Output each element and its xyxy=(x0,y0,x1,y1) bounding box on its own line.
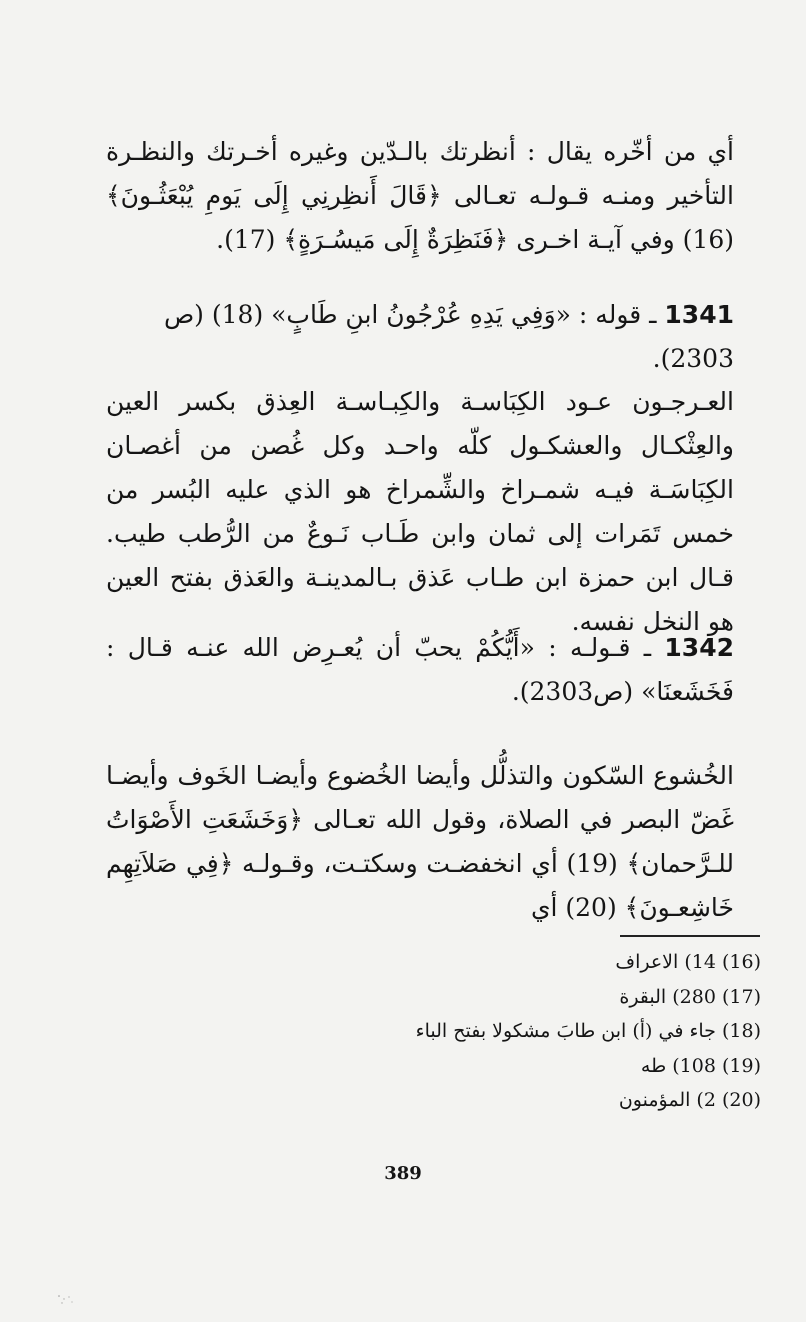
footnote-divider xyxy=(620,935,760,937)
paragraph-khushu: الخُشوع السّكون والتذلُّل وأيضا الخُضوع وأيضـا الخَوف وأيضـا غَضّ البصر في الصلاة، وقول الله تعـالى ﴿وَخَشَعَتِ الأَصْوَاتُ للـرَّحمان﴾ (19) أي انخفضـت وسكتـت، وقـولـه ﴿فِي صَلاَتِهِم خَاشِعـونَ﴾ (20) أي xyxy=(106,761,734,922)
footnote-item: (20) 2) المؤمنون xyxy=(618,1089,761,1111)
entry-1342 xyxy=(106,626,734,714)
footnote-item: (18) جاء في (أ) ابن طابَ مشكولا بفتح الباء xyxy=(415,1020,761,1042)
paragraph-urjun: العـرجـون عـود الكِبَاسـة والكِبـاسـة العِذق بكسر العين والعِثْكـال والعشكـول كلّه واحـد وكل غُصن من أغصـان الكِبَاسَـة فيـه شمـراخ والشِّمراخ هو الذي عليه البُسر من خمس تَمَرات إلى ثمان وابن طَـاب نَـوعٌ من الرُّطب طيب. قـال ابن حمزة ابن طـاب عَذق بـالمدينـة والعَذق بفتح العين هو النخل نفسه. xyxy=(106,387,734,636)
footnote-item: (17) 280) البقرة xyxy=(619,985,761,1008)
entry-number: 1341 xyxy=(664,300,734,329)
page-number: 389 xyxy=(384,1163,422,1184)
footnote-item: (19) 108) طه xyxy=(640,1054,761,1077)
footnotes-list xyxy=(106,945,761,1118)
entry-1341 xyxy=(106,293,734,381)
entry-text: ـ قـولـه : «أَيُّكُمْ يحبّ أن يُعـرِض الله عنـه قـال : فَخَشَعنَا» (ص2303). xyxy=(106,633,734,706)
entry-text: ـ قوله : «وَفِي يَدِهِ عُرْجُونُ ابنِ طَابٍ» (18) (ص 2303). xyxy=(163,300,734,373)
footnote-item: (16) 14) الاعراف xyxy=(615,951,761,973)
entry-number: 1342 xyxy=(664,633,734,662)
paragraph-nazira: أي من أخّره يقال : أنظرتك بالـدّين وغيره أخـرتك والنظـرة التأخير ومنـه قـولـه تعـالى ﴿قَالَ أَنظِرنِي إِلَى يَومِ يُبْعَثُـونَ﴾ (16) وفي آيـة اخـرى ﴿فَنَظِرَةٌ إِلَى مَيسُـرَةٍ﴾ (17). xyxy=(106,137,734,254)
scan-speck-decoration xyxy=(55,1290,85,1310)
